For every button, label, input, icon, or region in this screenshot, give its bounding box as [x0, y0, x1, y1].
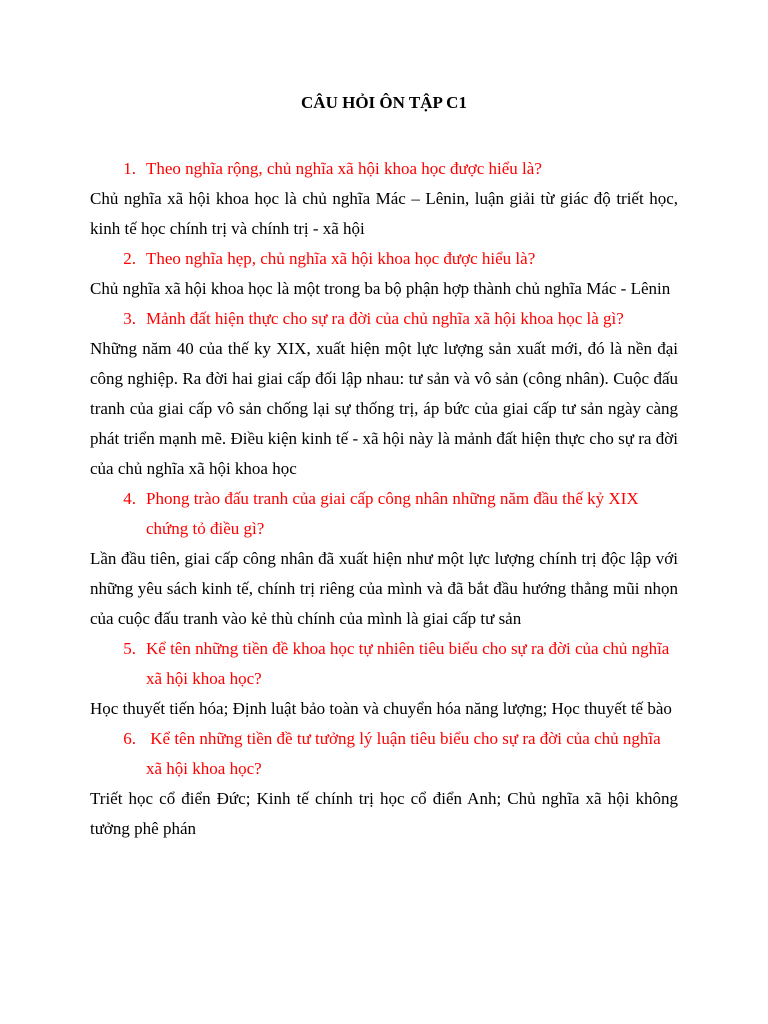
question-number: 3.: [123, 309, 136, 328]
answer-6: Triết học cổ điển Đức; Kinh tế chính trị học cổ điển Anh; Chủ nghĩa xã hội không tưởng phê phán: [90, 789, 678, 838]
question-text: Theo nghĩa hẹp, chủ nghĩa xã hội khoa học được hiểu là?: [146, 249, 536, 268]
qa-item-1: [90, 154, 678, 244]
answer-5: Học thuyết tiến hóa; Định luật bảo toàn và chuyển hóa năng lượng; Học thuyết tế bào: [90, 699, 672, 718]
question-5: [90, 634, 678, 694]
question-2: [90, 244, 678, 274]
qa-item-5: [90, 634, 678, 724]
question-number: 5.: [123, 639, 136, 658]
qa-item-2: [90, 244, 678, 304]
answer-3: Những năm 40 của thế ky XIX, xuất hiện một lực lượng sản xuất mới, đó là nền đại công nghiệp. Ra đời hai giai cấp đối lập nhau: tư sản và vô sản (công nhân). Cuộc đấu tranh của giai cấp vô sản chống lại sự thống trị, áp bức của giai cấp tư sản ngày càng phát triển mạnh mẽ. Điều kiện kinh tế - xã hội này là mảnh đất hiện thực cho sự ra đời của chủ nghĩa xã hội khoa học: [90, 339, 678, 478]
answer-2: Chủ nghĩa xã hội khoa học là một trong ba bộ phận hợp thành chủ nghĩa Mác - Lênin: [90, 279, 671, 298]
question-6: [90, 724, 678, 784]
question-4: [90, 484, 678, 544]
answer-1: Chủ nghĩa xã hội khoa học là chủ nghĩa Mác – Lênin, luận giải từ giác độ triết học, kinh tế học chính trị và chính trị - xã hội: [90, 189, 678, 238]
qa-item-4: [90, 484, 678, 634]
question-number: 1.: [123, 159, 136, 178]
question-3: [90, 304, 678, 334]
qa-item-6: [90, 724, 678, 844]
document-title: CÂU HỎI ÔN TẬP C1: [301, 93, 467, 112]
question-1: [90, 154, 678, 184]
qa-item-3: [90, 304, 678, 484]
question-text: Kể tên những tiền đề tư tưởng lý luận tiêu biểu cho sự ra đời của chủ nghĩa xã hội khoa học?: [146, 729, 665, 778]
question-text: Phong trào đấu tranh của giai cấp công nhân những năm đầu thế kỷ XIX chứng tỏ điều gì?: [146, 489, 639, 538]
answer-4: Lần đầu tiên, giai cấp công nhân đã xuất hiện như một lực lượng chính trị độc lập với những yêu sách kinh tế, chính trị riêng của mình và đã bắt đầu hướng thẳng mũi nhọn của cuộc đấu tranh vào kẻ thù chính của mình là giai cấp tư sản: [90, 549, 678, 628]
question-number: 4.: [123, 489, 136, 508]
question-text: Kể tên những tiền đề khoa học tự nhiên tiêu biểu cho sự ra đời của chủ nghĩa xã hội khoa học?: [146, 639, 670, 688]
question-text: Mảnh đất hiện thực cho sự ra đời của chủ nghĩa xã hội khoa học là gì?: [146, 309, 624, 328]
question-number: 2.: [123, 249, 136, 268]
question-number: 6.: [123, 729, 136, 748]
question-text: Theo nghĩa rộng, chủ nghĩa xã hội khoa học được hiểu là?: [146, 159, 542, 178]
